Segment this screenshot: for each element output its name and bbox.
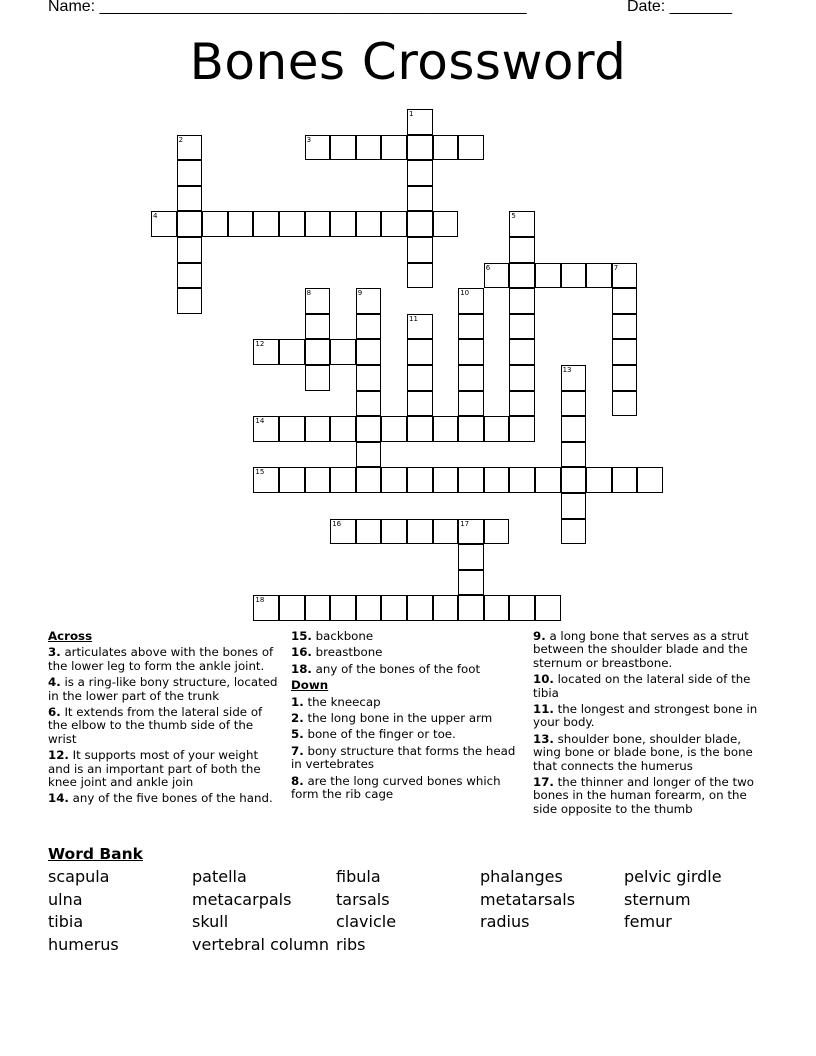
clue-item — [48, 706, 278, 746]
word-bank-word: pelvic girdle — [624, 867, 722, 886]
word-bank-word: radius — [480, 912, 530, 931]
clue-number: 14 — [255, 417, 265, 426]
clue-number: 12 — [255, 340, 265, 349]
word-bank-word: tarsals — [336, 889, 390, 909]
grid-cell[interactable] — [561, 365, 587, 391]
grid-cell[interactable] — [356, 595, 382, 621]
clue-number: 10 — [460, 289, 470, 298]
grid-cell[interactable] — [612, 365, 638, 391]
grid-cell[interactable] — [407, 391, 433, 417]
clue-number: 2 — [178, 135, 184, 144]
clue-number: 18 — [255, 596, 265, 605]
clue-number: 6. — [48, 705, 61, 720]
word-bank-word: patella — [192, 867, 247, 886]
grid-cell[interactable] — [356, 442, 382, 468]
grid-cell[interactable] — [407, 365, 433, 391]
clue-number: 18. — [291, 661, 312, 676]
grid-cell[interactable] — [433, 467, 459, 493]
clue-number: 5. — [291, 727, 304, 742]
date-field[interactable]: Date: _______ — [627, 0, 732, 15]
grid-cell[interactable] — [330, 595, 356, 621]
clue-text: bony structure that forms the head in vertebrates — [291, 743, 516, 772]
clue-text: the longest and strongest bone in your body. — [533, 702, 758, 730]
clue-item — [291, 712, 521, 725]
clue-text: bone of the finger or toe. — [303, 727, 456, 742]
grid-cell[interactable] — [612, 339, 638, 365]
clue-number: 15 — [255, 468, 265, 477]
clue-item — [48, 676, 278, 703]
grid-cell[interactable] — [637, 467, 663, 493]
grid-cell[interactable] — [433, 135, 459, 161]
clue-number: 9 — [357, 289, 363, 298]
grid-cell[interactable] — [561, 467, 587, 493]
clue-number: 3 — [306, 135, 312, 144]
grid-cell[interactable] — [612, 263, 638, 289]
clue-text: It supports most of your weight and is an important part of both the knee joint and ankle join — [48, 748, 261, 790]
grid-cell[interactable] — [356, 416, 382, 442]
grid-cell[interactable] — [253, 339, 279, 365]
word-bank-word: ribs — [336, 934, 366, 954]
clues-column-3 — [533, 630, 768, 819]
clue-text: articulates above with the bones of the lower leg to form the ankle joint. — [48, 645, 274, 673]
grid-cell[interactable] — [407, 135, 433, 161]
grid-cell[interactable] — [381, 135, 407, 161]
clue-number: 10. — [533, 672, 554, 687]
page-title: Bones Crossword — [189, 33, 627, 91]
grid-cell[interactable] — [381, 211, 407, 237]
grid-cell[interactable] — [458, 595, 484, 621]
clue-number: 5 — [511, 212, 516, 221]
grid-cell[interactable] — [330, 211, 356, 237]
grid-cell[interactable] — [433, 416, 459, 442]
clue-number: 1 — [409, 110, 414, 118]
clue-text: any of the five bones of the hand. — [68, 791, 273, 806]
clue-item — [48, 646, 278, 673]
grid-cell[interactable] — [561, 493, 587, 519]
grid-cell[interactable] — [612, 467, 638, 493]
grid-cell[interactable] — [458, 314, 484, 340]
grid-cell[interactable] — [356, 288, 382, 314]
grid-cell[interactable] — [484, 416, 510, 442]
grid-cell[interactable] — [561, 391, 587, 417]
grid-cell[interactable] — [381, 519, 407, 545]
grid-cell[interactable] — [509, 416, 535, 442]
grid-cell[interactable] — [279, 416, 305, 442]
word-bank-word: tibia — [48, 912, 84, 931]
grid-cell[interactable] — [407, 160, 433, 186]
grid-cell[interactable] — [177, 211, 203, 237]
clue-text: breastbone — [311, 645, 383, 660]
grid-cell[interactable] — [535, 595, 561, 621]
clues-column-2 — [291, 630, 521, 804]
grid-cell[interactable] — [330, 519, 356, 545]
clue-number: 4. — [48, 675, 61, 690]
clue-number: 16 — [332, 519, 342, 528]
grid-cell[interactable] — [561, 519, 587, 545]
word-bank-word: vertebral column — [192, 934, 329, 954]
grid-cell[interactable] — [305, 365, 331, 391]
clue-text: the thinner and longer of the two bones in the human forearm, on the side opposite to the thumb — [533, 775, 754, 816]
clue-number: 8 — [306, 289, 312, 298]
header — [48, 0, 768, 20]
grid-cell[interactable] — [407, 519, 433, 545]
clue-number: 9. — [533, 629, 546, 643]
name-field[interactable]: Name: ________________________________________________ — [48, 0, 527, 15]
clue-number: 14. — [48, 791, 69, 806]
grid-cell[interactable] — [407, 339, 433, 365]
word-bank-word: fibula — [336, 867, 381, 886]
grid-cell[interactable] — [612, 391, 638, 417]
word-bank-word: scapula — [48, 867, 110, 886]
clue-number: 3. — [48, 645, 61, 660]
clue-number: 17 — [460, 519, 470, 528]
grid-cell[interactable] — [177, 288, 203, 314]
clue-item — [291, 646, 521, 659]
clue-item — [533, 673, 768, 700]
grid-cell[interactable] — [509, 339, 535, 365]
grid-cell[interactable] — [177, 186, 203, 212]
grid-cell[interactable] — [253, 467, 279, 493]
clue-text: the kneecap — [303, 694, 381, 709]
grid-cell[interactable] — [253, 211, 279, 237]
grid-cell[interactable] — [484, 263, 510, 289]
word-bank — [48, 845, 778, 954]
grid-cell[interactable] — [407, 416, 433, 442]
clue-text: a long bone that serves as a strut between the shoulder blade and the sternum or breastbone. — [533, 629, 749, 670]
grid-cell[interactable] — [177, 263, 203, 289]
grid-cell[interactable] — [279, 595, 305, 621]
clue-number: 15. — [291, 629, 312, 643]
grid-cell[interactable] — [458, 339, 484, 365]
grid-cell[interactable] — [177, 160, 203, 186]
grid-cell[interactable] — [561, 416, 587, 442]
grid-cell[interactable] — [535, 263, 561, 289]
grid-cell[interactable] — [407, 109, 433, 135]
grid-cell[interactable] — [433, 595, 459, 621]
clue-number: 7. — [291, 743, 304, 758]
clue-number: 13. — [533, 731, 554, 746]
grid-cell[interactable] — [458, 416, 484, 442]
grid-cell[interactable] — [458, 544, 484, 570]
grid-cell[interactable] — [407, 467, 433, 493]
grid-cell[interactable] — [509, 365, 535, 391]
clue-text: are the long curved bones which form the rib cage — [291, 773, 501, 802]
grid-cell[interactable] — [458, 467, 484, 493]
clue-number: 11. — [533, 702, 554, 717]
grid-cell[interactable] — [612, 314, 638, 340]
grid-cell[interactable] — [484, 595, 510, 621]
grid-cell[interactable] — [561, 442, 587, 468]
word-bank-word: sternum — [624, 889, 691, 909]
grid-cell[interactable] — [356, 391, 382, 417]
clue-number: 1. — [291, 694, 304, 709]
grid-cell[interactable] — [279, 339, 305, 365]
grid-cell[interactable] — [484, 519, 510, 545]
clue-item — [533, 630, 768, 670]
grid-cell[interactable] — [458, 288, 484, 314]
clue-text: shoulder bone, shoulder blade, wing bone or blade bone, is the bone that connects the humerus — [533, 731, 753, 773]
clue-item — [291, 696, 521, 709]
grid-cell[interactable] — [305, 339, 331, 365]
grid-cell[interactable] — [330, 467, 356, 493]
word-bank-word: clavicle — [336, 912, 397, 931]
grid-cell[interactable] — [279, 467, 305, 493]
grid-cell[interactable] — [407, 237, 433, 263]
grid-cell[interactable] — [586, 467, 612, 493]
clue-number: 6 — [485, 263, 491, 272]
clue-text: It extends from the lateral side of the elbow to the thumb side of the wrist — [48, 705, 263, 746]
grid-cell[interactable] — [305, 467, 331, 493]
grid-cell[interactable] — [177, 135, 203, 161]
grid-cell[interactable] — [586, 263, 612, 289]
grid-cell[interactable] — [356, 314, 382, 340]
grid-cell[interactable] — [509, 288, 535, 314]
word-bank-word: metacarpals — [192, 889, 292, 909]
grid-cell[interactable] — [356, 135, 382, 161]
clues-column-1 — [48, 630, 278, 809]
grid-cell[interactable] — [458, 570, 484, 596]
grid-cell[interactable] — [330, 416, 356, 442]
clue-number: 12. — [48, 748, 69, 763]
grid-cell[interactable] — [356, 519, 382, 545]
clue-number: 16. — [291, 645, 312, 660]
word-bank-word: ulna — [48, 889, 83, 909]
word-bank-title: Word Bank — [48, 845, 143, 863]
word-bank-word: humerus — [48, 934, 119, 954]
grid-cell[interactable] — [407, 186, 433, 212]
word-bank-word: femur — [624, 912, 672, 931]
grid-cell[interactable] — [509, 467, 535, 493]
grid-cell[interactable] — [356, 365, 382, 391]
word-bank-word: skull — [192, 912, 229, 931]
clue-number: 13 — [562, 366, 572, 374]
grid-cell[interactable] — [381, 595, 407, 621]
grid-cell[interactable] — [509, 211, 535, 237]
grid-cell[interactable] — [305, 416, 331, 442]
grid-cell[interactable] — [509, 595, 535, 621]
grid-cell[interactable] — [458, 391, 484, 417]
grid-cell[interactable] — [484, 467, 510, 493]
down-heading: Down — [291, 678, 329, 693]
grid-cell[interactable] — [279, 211, 305, 237]
grid-cell[interactable] — [305, 314, 331, 340]
grid-cell[interactable] — [458, 365, 484, 391]
grid-cell[interactable] — [458, 135, 484, 161]
grid-cell[interactable] — [356, 211, 382, 237]
across-heading: Across — [48, 629, 93, 643]
clue-item — [291, 728, 521, 741]
clue-item — [291, 745, 521, 772]
grid-cell[interactable] — [151, 211, 177, 237]
grid-cell[interactable] — [305, 211, 331, 237]
clue-text: any of the bones of the foot — [311, 661, 481, 676]
grid-cell[interactable] — [612, 288, 638, 314]
clue-item — [533, 733, 768, 773]
clue-number: 2. — [291, 711, 304, 726]
clue-text: is a ring-like bony structure, located in the lower part of the trunk — [48, 675, 278, 703]
grid-cell[interactable] — [509, 314, 535, 340]
grid-cell[interactable] — [509, 391, 535, 417]
grid-cell[interactable] — [356, 339, 382, 365]
grid-cell[interactable] — [228, 211, 254, 237]
grid-cell[interactable] — [407, 595, 433, 621]
grid-cell[interactable] — [356, 467, 382, 493]
grid-cell[interactable] — [305, 288, 331, 314]
grid-cell[interactable] — [253, 595, 279, 621]
clue-number: 7 — [613, 263, 619, 272]
clue-text: backbone — [311, 629, 374, 643]
grid-cell[interactable] — [381, 416, 407, 442]
clue-text: the long bone in the upper arm — [303, 711, 493, 726]
word-bank-word: metatarsals — [480, 889, 576, 909]
grid-cell[interactable] — [407, 211, 433, 237]
word-bank-word: phalanges — [480, 867, 563, 886]
clue-item — [533, 776, 768, 816]
grid-cell[interactable] — [330, 339, 356, 365]
clue-item — [48, 749, 278, 789]
clue-item — [291, 775, 521, 802]
grid-cell[interactable] — [305, 595, 331, 621]
clue-text: located on the lateral side of the tibia — [533, 672, 751, 700]
word-bank-grid — [48, 867, 778, 954]
clue-number: 4 — [153, 212, 158, 221]
grid-cell[interactable] — [509, 237, 535, 263]
grid-cell[interactable] — [381, 467, 407, 493]
clue-item — [533, 703, 768, 730]
grid-cell[interactable] — [202, 211, 228, 237]
grid-cell[interactable] — [407, 314, 433, 340]
grid-cell[interactable] — [458, 519, 484, 545]
grid-cell[interactable] — [433, 519, 459, 545]
grid-cell[interactable] — [561, 263, 587, 289]
grid-cell[interactable] — [330, 135, 356, 161]
grid-cell[interactable] — [509, 263, 535, 289]
clue-item — [291, 630, 521, 643]
grid-cell[interactable] — [305, 135, 331, 161]
grid-cell[interactable] — [177, 237, 203, 263]
grid-cell[interactable] — [407, 263, 433, 289]
clue-number: 8. — [291, 773, 304, 788]
clue-number: 11 — [409, 314, 418, 323]
clue-item — [48, 792, 278, 805]
clue-number: 17. — [533, 775, 554, 790]
grid-cell[interactable] — [433, 211, 459, 237]
clue-item — [291, 663, 521, 676]
grid-cell[interactable] — [253, 416, 279, 442]
grid-cell[interactable] — [535, 467, 561, 493]
